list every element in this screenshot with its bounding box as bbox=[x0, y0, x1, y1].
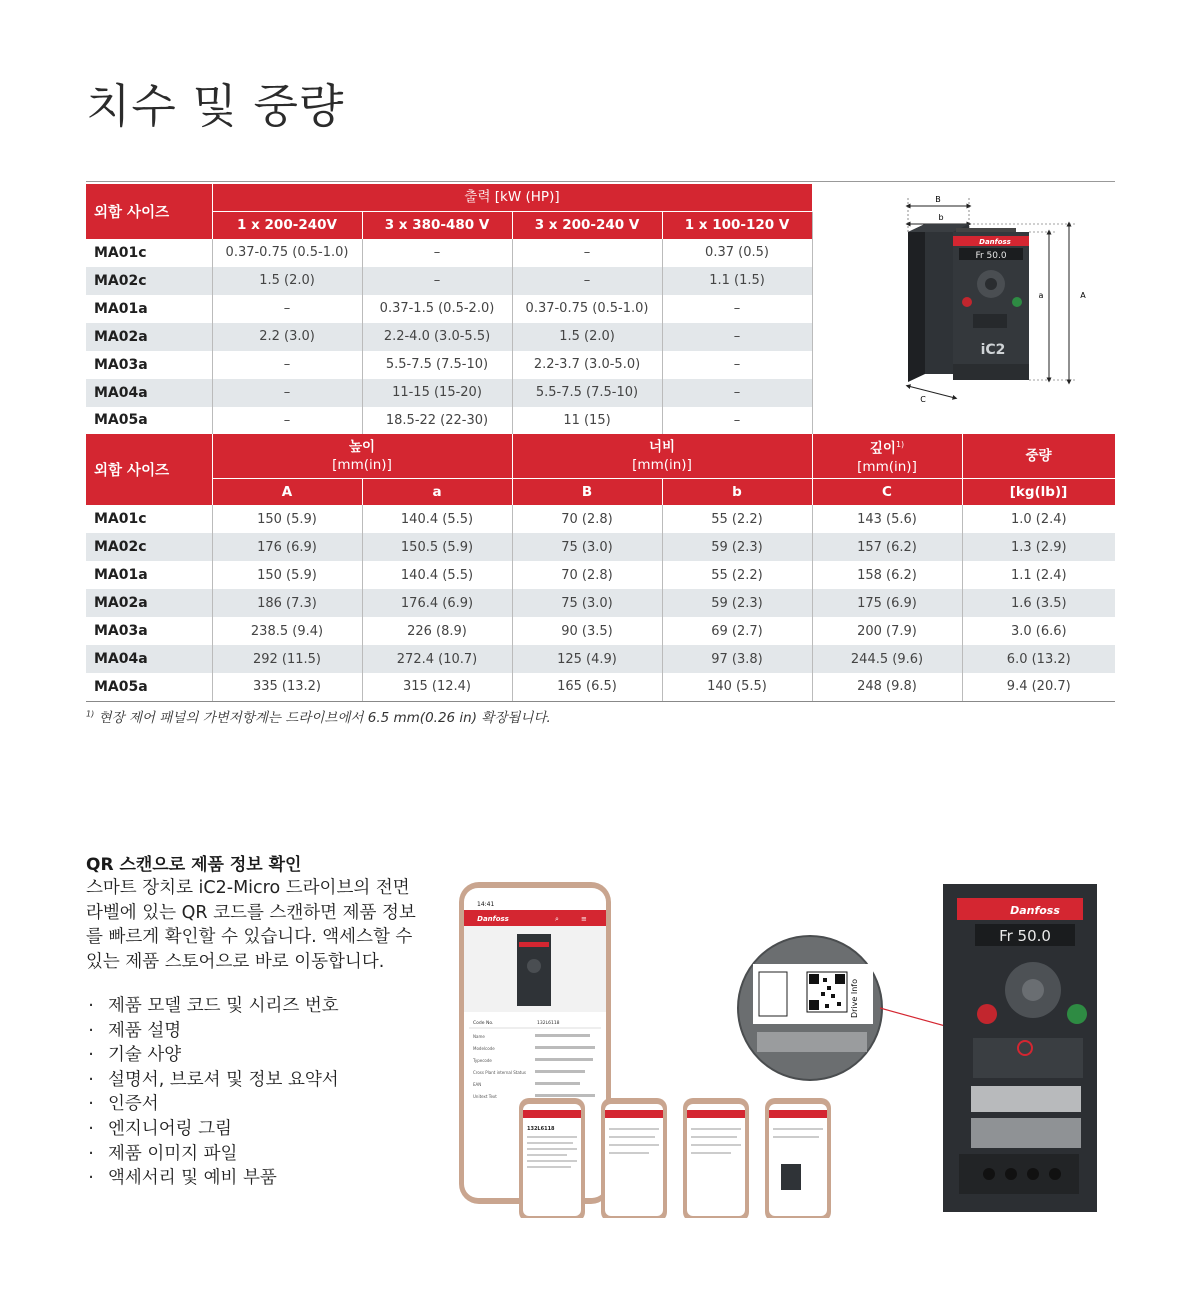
table-cell: – bbox=[512, 239, 662, 267]
dims-col-header: b bbox=[662, 478, 812, 505]
table-cell: – bbox=[212, 407, 362, 434]
table-cell: 150 (5.9) bbox=[212, 561, 362, 589]
small-phone bbox=[519, 1098, 585, 1218]
height-unit: [mm(in)] bbox=[332, 456, 392, 473]
table-cell: 272.4 (10.7) bbox=[362, 645, 512, 673]
depth-group-header bbox=[812, 434, 962, 478]
table-cell: 11 (15) bbox=[512, 407, 662, 434]
table-cell: 6.0 (13.2) bbox=[962, 645, 1115, 673]
row-label: MA02c bbox=[86, 267, 212, 295]
table-cell: 238.5 (9.4) bbox=[212, 617, 362, 645]
table-cell: 244.5 (9.6) bbox=[812, 645, 962, 673]
dims-col-header: B bbox=[512, 478, 662, 505]
table-cell: – bbox=[362, 267, 512, 295]
power-col-header: 1 x 100-120 V bbox=[662, 212, 812, 239]
qr-scan-illustration bbox=[455, 878, 1125, 1218]
power-col-header: 3 x 380-480 V bbox=[362, 212, 512, 239]
table-cell: 140.4 (5.5) bbox=[362, 561, 512, 589]
table-cell: – bbox=[212, 295, 362, 323]
list-item: · 제품 이미지 파일 bbox=[88, 1143, 238, 1164]
phone-brand: Danfoss bbox=[477, 915, 509, 923]
row-label: MA01c bbox=[86, 239, 212, 267]
table-cell: 11-15 (15-20) bbox=[362, 379, 512, 407]
list-item-text: 기술 사양 bbox=[108, 1045, 182, 1066]
phone-row-label: Name bbox=[473, 1034, 485, 1039]
table-cell: 150 (5.9) bbox=[212, 505, 362, 533]
dims-col-header: a bbox=[362, 478, 512, 505]
table-cell: 150.5 (5.9) bbox=[362, 533, 512, 561]
row-label: MA02c bbox=[86, 533, 212, 561]
row-label: MA05a bbox=[86, 673, 212, 701]
drive-dimension-diagram-cell bbox=[812, 184, 1115, 434]
search-icon[interactable]: ⌕ bbox=[555, 915, 559, 923]
start-button-icon bbox=[1067, 1004, 1087, 1024]
row-label: MA02a bbox=[86, 323, 212, 351]
table-cell: – bbox=[662, 323, 812, 351]
table-cell: 2.2-4.0 (3.0-5.5) bbox=[362, 323, 512, 351]
table-cell: 186 (7.3) bbox=[212, 589, 362, 617]
drive-front-brand: Danfoss bbox=[1010, 904, 1060, 917]
table-cell: 140.4 (5.5) bbox=[362, 505, 512, 533]
table-cell: 59 (2.3) bbox=[662, 533, 812, 561]
table-cell: 165 (6.5) bbox=[512, 673, 662, 701]
phone-row-label: Modelcode bbox=[473, 1046, 495, 1051]
table-cell: – bbox=[212, 351, 362, 379]
page-title: 치수 및 중량 bbox=[86, 79, 345, 133]
list-item: · 엔지니어링 그림 bbox=[88, 1118, 232, 1139]
height-title: 높이 bbox=[348, 438, 376, 455]
drive-front-display: Fr 50.0 bbox=[999, 927, 1051, 945]
list-item: · 제품 설명 bbox=[88, 1020, 182, 1041]
row-label: MA01a bbox=[86, 561, 212, 589]
row-label: MA02a bbox=[86, 589, 212, 617]
table-cell: 1.0 (2.4) bbox=[962, 505, 1115, 533]
footnote bbox=[86, 706, 551, 726]
list-item: · 인증서 bbox=[88, 1094, 159, 1115]
table-cell: 248 (9.8) bbox=[812, 673, 962, 701]
table-cell: 70 (2.8) bbox=[512, 561, 662, 589]
table-cell: 0.37-0.75 (0.5-1.0) bbox=[212, 239, 362, 267]
dims-col-header: A bbox=[212, 478, 362, 505]
table-cell: 55 (2.2) bbox=[662, 561, 812, 589]
table-cell: 18.5-22 (22-30) bbox=[362, 407, 512, 434]
table-cell: 2.2 (3.0) bbox=[212, 323, 362, 351]
dim-label-C: C bbox=[919, 395, 926, 404]
drive-brand-text: Danfoss bbox=[978, 238, 1011, 246]
phone-time: 14:41 bbox=[477, 901, 495, 908]
table-cell: 335 (13.2) bbox=[212, 673, 362, 701]
dimensions-weight-table bbox=[86, 434, 1116, 702]
table-cell: 3.0 (6.6) bbox=[962, 617, 1115, 645]
power-col-header: 1 x 200-240V bbox=[212, 212, 362, 239]
enclosure-size-header: 외함 사이즈 bbox=[86, 434, 212, 505]
table-cell: – bbox=[662, 295, 812, 323]
row-label: MA05a bbox=[86, 407, 212, 434]
depth-title: 깊이 bbox=[869, 440, 896, 457]
list-item: · 기술 사양 bbox=[88, 1045, 182, 1066]
drive-model-text: iC2 bbox=[980, 342, 1005, 358]
table-cell: 97 (3.8) bbox=[662, 645, 812, 673]
height-group-header bbox=[212, 434, 512, 478]
table-cell: 1.3 (2.9) bbox=[962, 533, 1115, 561]
drive-display-text: Fr 50.0 bbox=[974, 251, 1007, 261]
dim-label-a: a bbox=[1038, 291, 1043, 300]
table-cell: 292 (11.5) bbox=[212, 645, 362, 673]
drive-dimension-diagram bbox=[813, 184, 1115, 404]
table-cell: 75 (3.0) bbox=[512, 589, 662, 617]
qr-feature-list bbox=[86, 994, 339, 1191]
list-item-text: 엔지니어링 그림 bbox=[108, 1118, 232, 1139]
table-cell: 0.37 (0.5) bbox=[662, 239, 812, 267]
qr-code-icon bbox=[807, 972, 847, 1012]
stop-button-icon bbox=[977, 1004, 997, 1024]
weight-title: 중량 bbox=[1025, 447, 1052, 464]
drive-info-label: Drive Info bbox=[850, 978, 859, 1018]
top-divider bbox=[86, 181, 1115, 182]
table-cell: 69 (2.7) bbox=[662, 617, 812, 645]
output-power-table bbox=[86, 183, 1115, 434]
table-cell: 1.5 (2.0) bbox=[212, 267, 362, 295]
table-cell: 75 (3.0) bbox=[512, 533, 662, 561]
dim-label-A: A bbox=[1079, 291, 1086, 300]
footnote-mark: 1) bbox=[86, 709, 95, 719]
row-label: MA04a bbox=[86, 645, 212, 673]
table-cell: 70 (2.8) bbox=[512, 505, 662, 533]
dims-col-header: [kg(lb)] bbox=[962, 478, 1115, 505]
small-phone bbox=[683, 1098, 749, 1218]
small-phone-code: 132L6118 bbox=[527, 1126, 555, 1132]
small-phone bbox=[601, 1098, 667, 1218]
row-label: MA03a bbox=[86, 617, 212, 645]
table-cell: 157 (6.2) bbox=[812, 533, 962, 561]
table-cell: 125 (4.9) bbox=[512, 645, 662, 673]
table-cell: 0.37-0.75 (0.5-1.0) bbox=[512, 295, 662, 323]
phone-code-label: Code No. bbox=[473, 1021, 494, 1026]
list-item: · 설명서, 브로셔 및 정보 요약서 bbox=[88, 1069, 339, 1090]
table-cell: 5.5-7.5 (7.5-10) bbox=[362, 351, 512, 379]
table-cell: – bbox=[662, 407, 812, 434]
footnote-text: 현장 제어 패널의 가변저항계는 드라이브에서 6.5 mm(0.26 in) 확장됩니다. bbox=[98, 710, 551, 726]
table-cell: 226 (8.9) bbox=[362, 617, 512, 645]
table-cell: 90 (3.5) bbox=[512, 617, 662, 645]
row-label: MA04a bbox=[86, 379, 212, 407]
list-item-text: 액세서리 및 예비 부품 bbox=[108, 1168, 277, 1189]
dims-col-header: C bbox=[812, 478, 962, 505]
table-cell: 1.6 (3.5) bbox=[962, 589, 1115, 617]
table-cell: 176.4 (6.9) bbox=[362, 589, 512, 617]
dim-label-b: b bbox=[937, 213, 944, 222]
list-item: · 제품 모델 코드 및 시리즈 번호 bbox=[88, 996, 339, 1016]
menu-icon[interactable]: ≡ bbox=[581, 915, 587, 923]
list-item: · 액세서리 및 예비 부품 bbox=[88, 1168, 277, 1189]
row-label: MA01c bbox=[86, 505, 212, 533]
depth-footnote-mark: 1) bbox=[895, 440, 905, 449]
table-cell: 1.1 (1.5) bbox=[662, 267, 812, 295]
table-cell: 158 (6.2) bbox=[812, 561, 962, 589]
list-item-text: 설명서, 브로셔 및 정보 요약서 bbox=[108, 1069, 339, 1090]
table-cell: 0.37-1.5 (0.5-2.0) bbox=[362, 295, 512, 323]
table-cell: 175 (6.9) bbox=[812, 589, 962, 617]
table-cell: 55 (2.2) bbox=[662, 505, 812, 533]
table-cell: – bbox=[362, 239, 512, 267]
phone-code-value: 132L6118 bbox=[537, 1021, 560, 1026]
depth-unit: [mm(in)] bbox=[857, 458, 917, 475]
width-group-header bbox=[512, 434, 812, 478]
table-cell: 2.2-3.7 (3.0-5.0) bbox=[512, 351, 662, 379]
table-cell: 1.5 (2.0) bbox=[512, 323, 662, 351]
table-cell: 140 (5.5) bbox=[662, 673, 812, 701]
phone-row-label: Unitext Text bbox=[473, 1094, 497, 1099]
phone-row-label: Typecode bbox=[473, 1058, 492, 1063]
small-phone bbox=[765, 1098, 831, 1218]
table-cell: – bbox=[212, 379, 362, 407]
phone-row-label: Cross Plant internal Status bbox=[473, 1070, 526, 1075]
table-cell: 143 (5.6) bbox=[812, 505, 962, 533]
qr-section-description: 스마트 장치로 iC2-Micro 드라이브의 전면 라벨에 있는 QR 코드를 스캔하면 제품 정보를 빠르게 확인할 수 있습니다. 액세스할 수 있는 제품 스토어으로 바로 이동합니다. bbox=[86, 878, 416, 972]
table-cell: 315 (12.4) bbox=[362, 673, 512, 701]
row-label: MA03a bbox=[86, 351, 212, 379]
dim-label-B: B bbox=[934, 195, 941, 204]
list-item-text: 제품 모델 코드 및 시리즈 번호 bbox=[108, 996, 339, 1016]
enclosure-size-header: 외함 사이즈 bbox=[86, 184, 212, 239]
list-item-text: 제품 설명 bbox=[108, 1020, 182, 1041]
weight-group-header bbox=[962, 434, 1115, 478]
row-label: MA01a bbox=[86, 295, 212, 323]
table-cell: 200 (7.9) bbox=[812, 617, 962, 645]
qr-section-title: QR 스캔으로 제품 정보 확인 bbox=[86, 855, 302, 875]
phone-row-label: EAN bbox=[473, 1082, 482, 1087]
table-cell: 59 (2.3) bbox=[662, 589, 812, 617]
table-cell: – bbox=[512, 267, 662, 295]
table-cell: 9.4 (20.7) bbox=[962, 673, 1115, 701]
power-col-header: 3 x 200-240 V bbox=[512, 212, 662, 239]
table-cell: 176 (6.9) bbox=[212, 533, 362, 561]
table-cell: 5.5-7.5 (7.5-10) bbox=[512, 379, 662, 407]
list-item-text: 인증서 bbox=[108, 1094, 159, 1115]
table-cell: – bbox=[662, 351, 812, 379]
output-header: 출력 [kW (HP)] bbox=[212, 184, 812, 212]
width-unit: [mm(in)] bbox=[632, 456, 692, 473]
table-cell: – bbox=[662, 379, 812, 407]
width-title: 너비 bbox=[648, 438, 676, 455]
list-item-text: 제품 이미지 파일 bbox=[108, 1143, 238, 1164]
table-cell: 1.1 (2.4) bbox=[962, 561, 1115, 589]
